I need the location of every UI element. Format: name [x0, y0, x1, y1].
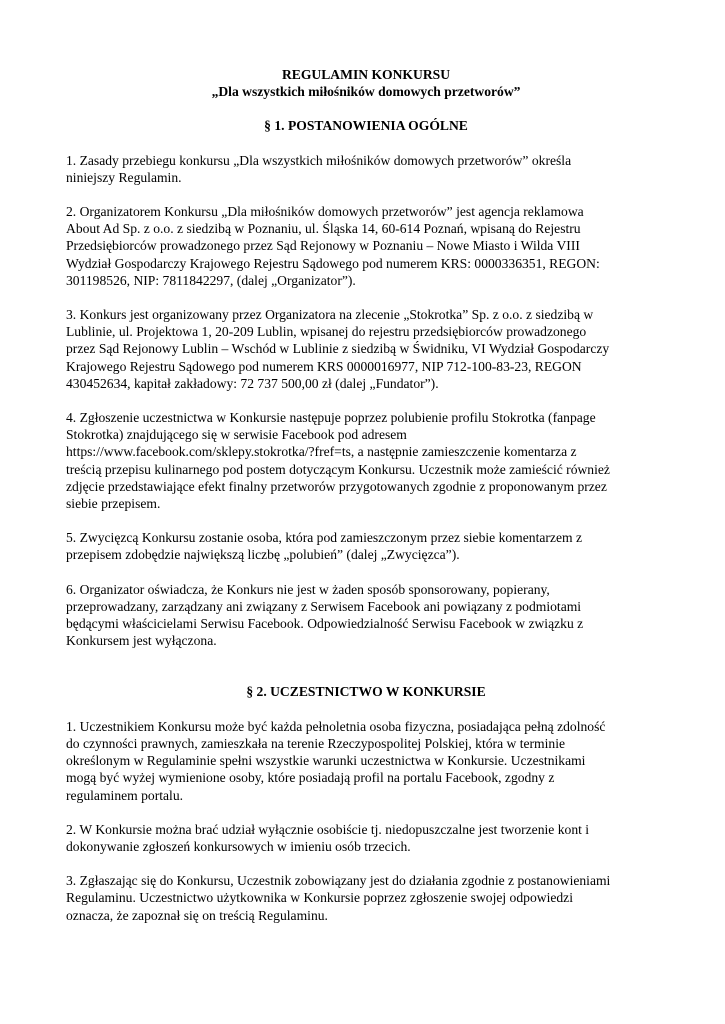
section-1-paragraph-4: 4. Zgłoszenie uczestnictwa w Konkursie następuje poprzez polubienie profilu Stokrotka (fanpage Stokrotka) znajdującego się w serwisie Facebook pod adresem https://www.facebook.com/sklepy.stokrotka/?fref=ts, a następnie zamieszczenie komentarza z treścią przepisu kulinarnego pod postem dotyczącym Konkursu. Uczestnik może zamieścić również zdjęcie przedstawiające efekt finalny przetworów przygotowanych zgodnie z proponowanym przez siebie przepisem.	[66, 410, 610, 512]
section-2-paragraph-3: 3. Zgłaszając się do Konkursu, Uczestnik zobowiązany jest do działania zgodnie z postanowieniami Regulaminu. Uczestnictwo użytkownika w Konkursie poprzez zgłoszenie swojej odpowiedzi oznacza, że zapoznał się on treścią Regulaminu.	[66, 873, 611, 923]
section-1-paragraph-2: 2. Organizatorem Konkursu „Dla miłośników domowych przetworów” jest agencja reklamowa About Ad Sp. z o.o. z siedzibą w Poznaniu, ul. Śląska 14, 60-614 Poznań, wpisaną do Rejestru Przedsiębiorców prowadzonego przez Sąd Rejonowy w Poznaniu – Nowe Miasto i Wilda VIII Wydział Gospodarczy Krajowego Rejestru Sądowego pod numerem KRS: 0000336351, REGON: 301198526, NIP: 7811842297, (dalej „Organizator”).	[66, 204, 600, 288]
section-1-paragraph-3: 3. Konkurs jest organizowany przez Organizatora na zlecenie „Stokrotka” Sp. z o.o. z siedzibą w Lublinie, ul. Projektowa 1, 20-209 Lublin, wpisanej do rejestru przedsiębiorców prowadzonego przez Sąd Rejonowy Lublin – Wschód w Lublinie z siedzibą w Świdniku, VI Wydział Gospodarczy Krajowego Rejestru Sądowego pod numerem KRS 0000016977, NIP 712-100-83-23, REGON 430452634, kapitał zakładowy: 72 737 500,00 zł (dalej „Fundator”).	[66, 307, 610, 391]
section-1-paragraph-5: 5. Zwycięzcą Konkursu zostanie osoba, która pod zamieszczonym przez siebie komentarzem z przepisem zdobędzie największą liczbę „polubień” (dalej „Zwycięzca”).	[66, 530, 582, 563]
section-1-heading: § 1. POSTANOWIENIA OGÓLNE	[264, 118, 468, 134]
document-subtitle: „Dla wszystkich miłośników domowych przetworów”	[211, 84, 521, 100]
document-title: REGULAMIN KONKURSU	[281, 67, 451, 82]
section-2-paragraph-1: 1. Uczestnikiem Konkursu może być każda pełnoletnia osoba fizyczna, posiadająca pełną zdolność do czynności prawnych, zamieszkała na terenie Rzeczypospolitej Polskiej, która w terminie określonym w Regulaminie spełni wszystkie warunki uczestnictwa w Konkursie. Uczestnikami mogą być wyżej wymienione osoby, które posiadają profil na portalu Facebook, zgodny z regulaminem portalu.	[66, 718, 606, 803]
section-1-paragraph-1: 1. Zasady przebiegu konkursu „Dla wszystkich miłośników domowych przetworów” określa niniejszy Regulamin.	[66, 152, 572, 185]
document-page	[66, 66, 666, 924]
section-2-heading: § 2. UCZESTNICTWO W KONKURSIE	[246, 684, 486, 700]
section-1-paragraph-6: 6. Organizator oświadcza, że Konkurs nie jest w żaden sposób sponsorowany, popierany, przeprowadzany, zarządzany ani związany z Serwisem Facebook ani powiązany z podmiotami będącymi właścicielami Serwisu Facebook. Odpowiedzialność Serwisu Facebook w związku z Konkursem jest wyłączona.	[66, 581, 584, 649]
section-2-paragraph-2: 2. W Konkursie można brać udział wyłącznie osobiście tj. niedopuszczalne jest tworzenie kont i dokonywanie zgłoszeń konkursowych w imieniu osób trzecich.	[66, 821, 590, 854]
